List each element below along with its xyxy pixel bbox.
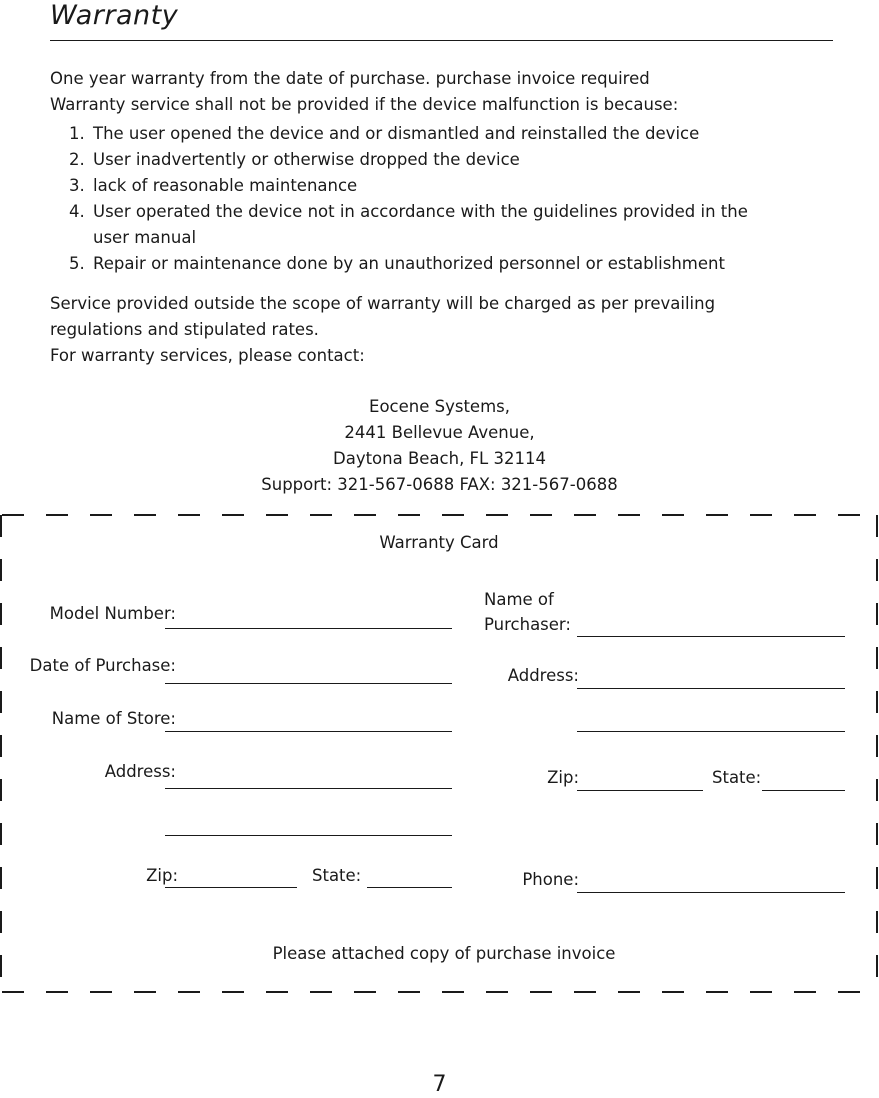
name-of-store-label: Name of Store:: [51, 709, 176, 728]
card-dashed-border: [0, 514, 879, 993]
purchaser-address-field-2[interactable]: [577, 731, 845, 732]
company-name: Eocene Systems,: [369, 397, 510, 416]
store-address-label: Address:: [104, 762, 176, 781]
condition-number: 2.: [69, 150, 85, 169]
purchaser-address-field-1[interactable]: [577, 688, 845, 689]
name-of-store-field[interactable]: [165, 731, 452, 732]
purchaser-zip-field[interactable]: [577, 790, 703, 791]
page-title: Warranty: [50, 0, 179, 31]
condition-number: 3.: [69, 176, 85, 195]
purchaser-address-label: Address:: [507, 666, 579, 685]
support-phone: Support: 321-567-0688 FAX: 321-567-0688: [261, 475, 618, 494]
service-line-2: regulations and stipulated rates.: [50, 320, 319, 339]
store-address-field-1[interactable]: [165, 788, 452, 789]
service-line-1: Service provided outside the scope of warranty will be charged as per prevailing: [50, 294, 716, 313]
purchaser-name-field[interactable]: [577, 636, 845, 637]
condition-text-continued: user manual: [93, 228, 197, 247]
phone-field[interactable]: [577, 892, 845, 893]
store-state-label: State:: [312, 866, 362, 885]
condition-text: Repair or maintenance done by an unauthorized personnel or establishment: [93, 254, 725, 273]
condition-number: 1.: [69, 124, 85, 143]
intro-line-2: Warranty service shall not be provided if the device malfunction is because:: [50, 95, 679, 114]
purchaser-state-label: State:: [712, 768, 762, 787]
warranty-card: [0, 514, 878, 993]
phone-label: Phone:: [522, 870, 579, 889]
model-number-label: Model Number:: [49, 604, 176, 623]
intro-line-1: One year warranty from the date of purchase. purchase invoice required: [50, 69, 650, 88]
model-number-field[interactable]: [165, 628, 452, 629]
page-number: 7: [432, 1072, 447, 1097]
date-of-purchase-field[interactable]: [165, 683, 452, 684]
title-divider: [50, 40, 833, 41]
card-footer-note: Please attached copy of purchase invoice: [272, 944, 616, 963]
condition-number: 4.: [69, 202, 85, 221]
name-of-purchaser-label-2: Purchaser:: [484, 615, 571, 634]
condition-number: 5.: [69, 254, 85, 273]
street-address: 2441 Bellevue Avenue,: [344, 423, 535, 442]
city-state-zip: Daytona Beach, FL 32114: [333, 449, 546, 468]
card-title: Warranty Card: [379, 533, 499, 552]
service-line-3: For warranty services, please contact:: [50, 346, 365, 365]
store-zip-field[interactable]: [165, 887, 297, 888]
name-of-purchaser-label-1: Name of: [484, 590, 554, 609]
condition-text: lack of reasonable maintenance: [93, 176, 358, 195]
condition-text: The user opened the device and or dismantled and reinstalled the device: [93, 124, 700, 143]
condition-text: User operated the device not in accordance with the guidelines provided in the: [93, 202, 748, 221]
purchaser-state-field[interactable]: [762, 790, 845, 791]
condition-text: User inadvertently or otherwise dropped the device: [93, 150, 520, 169]
date-of-purchase-label: Date of Purchase:: [29, 656, 176, 675]
store-zip-label: Zip:: [146, 866, 178, 885]
purchaser-zip-label: Zip:: [547, 768, 579, 787]
store-address-field-2[interactable]: [165, 835, 452, 836]
